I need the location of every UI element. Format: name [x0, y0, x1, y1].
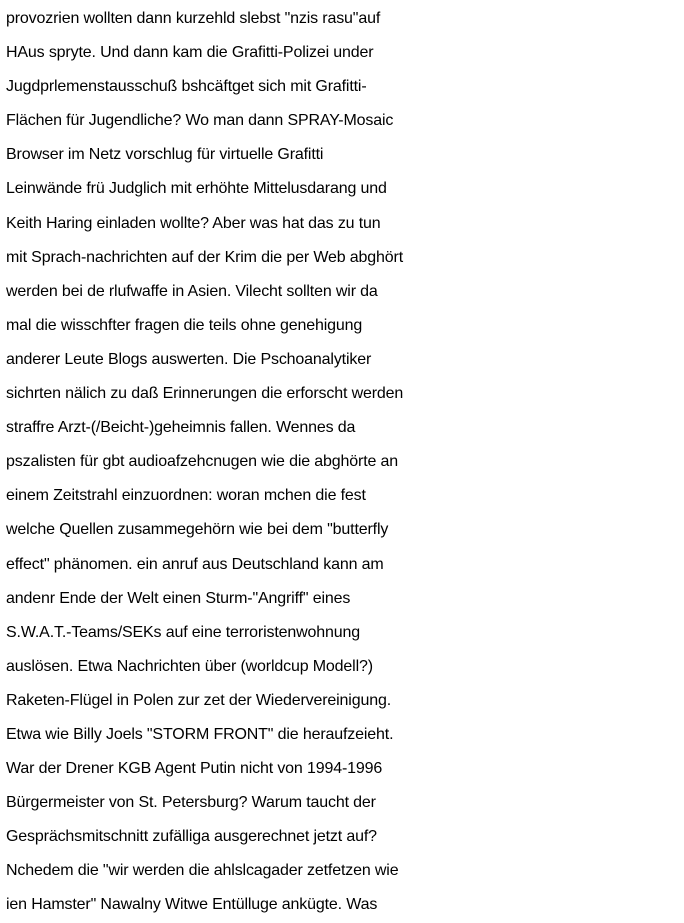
- text-line: Leinwände frü Judglich mit erhöhte Mittelusdarang und: [6, 180, 387, 198]
- text-line: sichrten nälich zu daß Erinnerungen die erforscht werden: [6, 385, 404, 403]
- text-line: mit Sprach-nachrichten auf der Krim die per Web abghört: [6, 248, 403, 266]
- text-line: Gesprächsmitschnitt zufälliga ausgerechnet jetzt auf?: [6, 828, 377, 846]
- text-line: HAus spryte. Und dann kam die Grafitti-Polizei under: [6, 44, 374, 62]
- text-line: andenr Ende der Welt einen Sturm-"Angriff" eines: [6, 589, 351, 607]
- text-line: Jugdprlemenstausschuß bshcäftget sich mit Grafitti-: [6, 78, 367, 96]
- text-line: Flächen für Jugendliche? Wo man dann SPRAY-Mosaic: [6, 112, 394, 130]
- text-line: Bürgermeister von St. Petersburg? Warum taucht der: [6, 794, 376, 812]
- text-line: einem Zeitstrahl einzuordnen: woran mchen die fest: [6, 487, 366, 505]
- text-line: provozrien wollten dann kurzehld slebst "nzis rasu"auf: [6, 10, 381, 27]
- text-line: S.W.A.T.-Teams/SEKs auf eine terroristenwohnung: [6, 623, 361, 641]
- text-line: Raketen-Flügel in Polen zur zet der Wiedervereinigung.: [6, 691, 391, 709]
- text-line: Etwa wie Billy Joels "STORM FRONT" die heraufzeieht.: [6, 725, 394, 743]
- document-body: [6, 2, 682, 923]
- text-line: mal die wisschfter fragen die teils ohne genehigung: [6, 316, 363, 334]
- text-line: Browser im Netz vorschlug für virtuelle Grafitti: [6, 146, 324, 164]
- text-line: welche Quellen zusammegehörn wie bei dem "butterfly: [6, 521, 389, 539]
- text-line: straffre Arzt-(/Beicht-)geheimnis fallen. Wennes da: [6, 419, 356, 437]
- text-line: ien Hamster" Nawalny Witwe Entülluge ankügte. Was: [6, 896, 378, 914]
- text-line: werden bei de rlufwaffe in Asien. Vilecht sollten wir da: [6, 282, 378, 300]
- text-line: Keith Haring einladen wollte? Aber was hat das zu tun: [6, 214, 381, 232]
- text-line: auslösen. Etwa Nachrichten über (worldcup Modell?): [6, 657, 373, 675]
- text-line: anderer Leute Blogs auswerten. Die Pschoanalytiker: [6, 350, 372, 368]
- text-line: Nchedem die "wir werden die ahlslcagader zetfetzen wie: [6, 862, 399, 880]
- text-line: effect" phänomen. ein anruf aus Deutschland kann am: [6, 555, 384, 573]
- text-line: War der Drener KGB Agent Putin nicht von 1994-1996: [6, 760, 383, 778]
- text-line: pszalisten für gbt audioafzehcnugen wie die abghörte an: [6, 453, 399, 471]
